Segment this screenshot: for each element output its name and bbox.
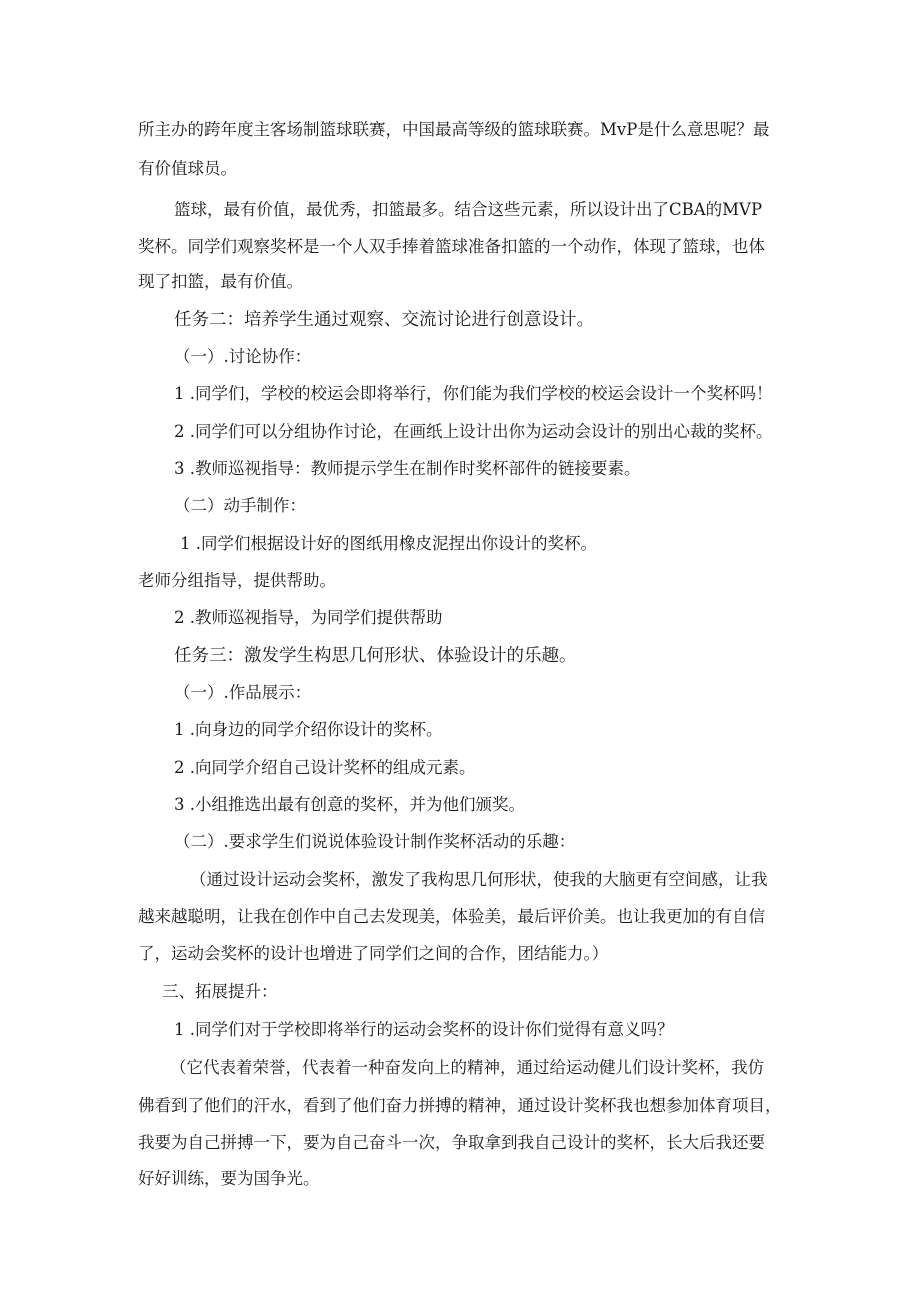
paragraph-line: 篮球，最有价值，最优秀，扣篮最多。结合这些元素，所以设计出了CBA的MVP: [174, 200, 763, 219]
list-item: 2 .同学们可以分组协作讨论，在画纸上设计出你为运动会设计的别出心裁的奖杯。: [174, 422, 773, 441]
paragraph-line: （通过设计运动会奖杯，激发了我构思几何形状，使我的大脑更有空间感，让我: [190, 870, 768, 889]
list-item: 1 .同学们根据设计好的图纸用橡皮泥捏出你设计的奖杯。: [180, 534, 597, 553]
paragraph-line: 我要为自己拼搏一下，要为自己奋斗一次，争取拿到我自己设计的奖杯，长大后我还要: [138, 1133, 765, 1152]
task-heading: 任务二：培养学生通过观察、交流讨论进行创意设计。: [174, 310, 594, 330]
list-item: 2 .向同学介绍自己设计奖杯的组成元素。: [174, 758, 476, 777]
section-heading: （二）动手制作：: [174, 496, 306, 515]
section-heading: （一）.讨论协作：: [174, 347, 312, 366]
paragraph-line: 越来越聪明，让我在创作中自己去发现美，体验美，最后评价美。也让我更加的有自信: [138, 907, 765, 926]
list-item: 2 .教师巡视指导，为同学们提供帮助: [174, 608, 443, 627]
list-item: 3 .小组推选出最有创意的奖杯，并为他们颁奖。: [174, 795, 525, 814]
list-item: 3 .教师巡视指导：教师提示学生在制作时奖杯部件的链接要素。: [174, 459, 641, 478]
paragraph-line: 佛看到了他们的汗水，看到了他们奋力拼搏的精神，通过设计奖杯我也想参加体育项目，: [138, 1096, 782, 1115]
list-item: 1 .同学们，学校的校运会即将举行，你们能为我们学校的校运会设计一个奖杯吗！: [174, 384, 773, 403]
paragraph-line: （它代表着荣誉，代表着一种奋发向上的精神，通过给运动健儿们设计奖杯，我仿: [170, 1058, 764, 1077]
task-heading: 任务三：激发学生构思几何形状、体验设计的乐趣。: [174, 646, 577, 666]
paragraph-line: 有价值球员。: [138, 159, 237, 178]
section-heading: 三、拓展提升：: [162, 982, 278, 1001]
paragraph-line: 了，运动会奖杯的设计也增进了同学们之间的合作，团结能力。）: [138, 944, 609, 963]
list-item: 1 .向身边的同学介绍你设计的奖杯。: [174, 720, 443, 739]
paragraph-line: 所主办的跨年度主客场制篮球联赛，中国最高等级的篮球联赛。MvP是什么意思呢？最: [138, 120, 770, 139]
section-heading: （二）.要求学生们说说体验设计制作奖杯活动的乐趣：: [174, 832, 576, 851]
paragraph-line: 好好训练，要为国争光。: [138, 1169, 320, 1188]
list-item: 1 .同学们对于学校即将举行的运动会奖杯的设计你们觉得有意义吗？: [174, 1020, 674, 1039]
section-heading: （一）.作品展示：: [174, 683, 312, 702]
paragraph-line: 奖杯。同学们观察奖杯是一个人双手捧着篮球准备扣篮的一个动作，体现了篮球，也体: [138, 237, 765, 256]
paragraph-line: 现了扣篮，最有价值。: [138, 272, 303, 291]
paragraph-line: 老师分组指导，提供帮助。: [138, 571, 336, 590]
